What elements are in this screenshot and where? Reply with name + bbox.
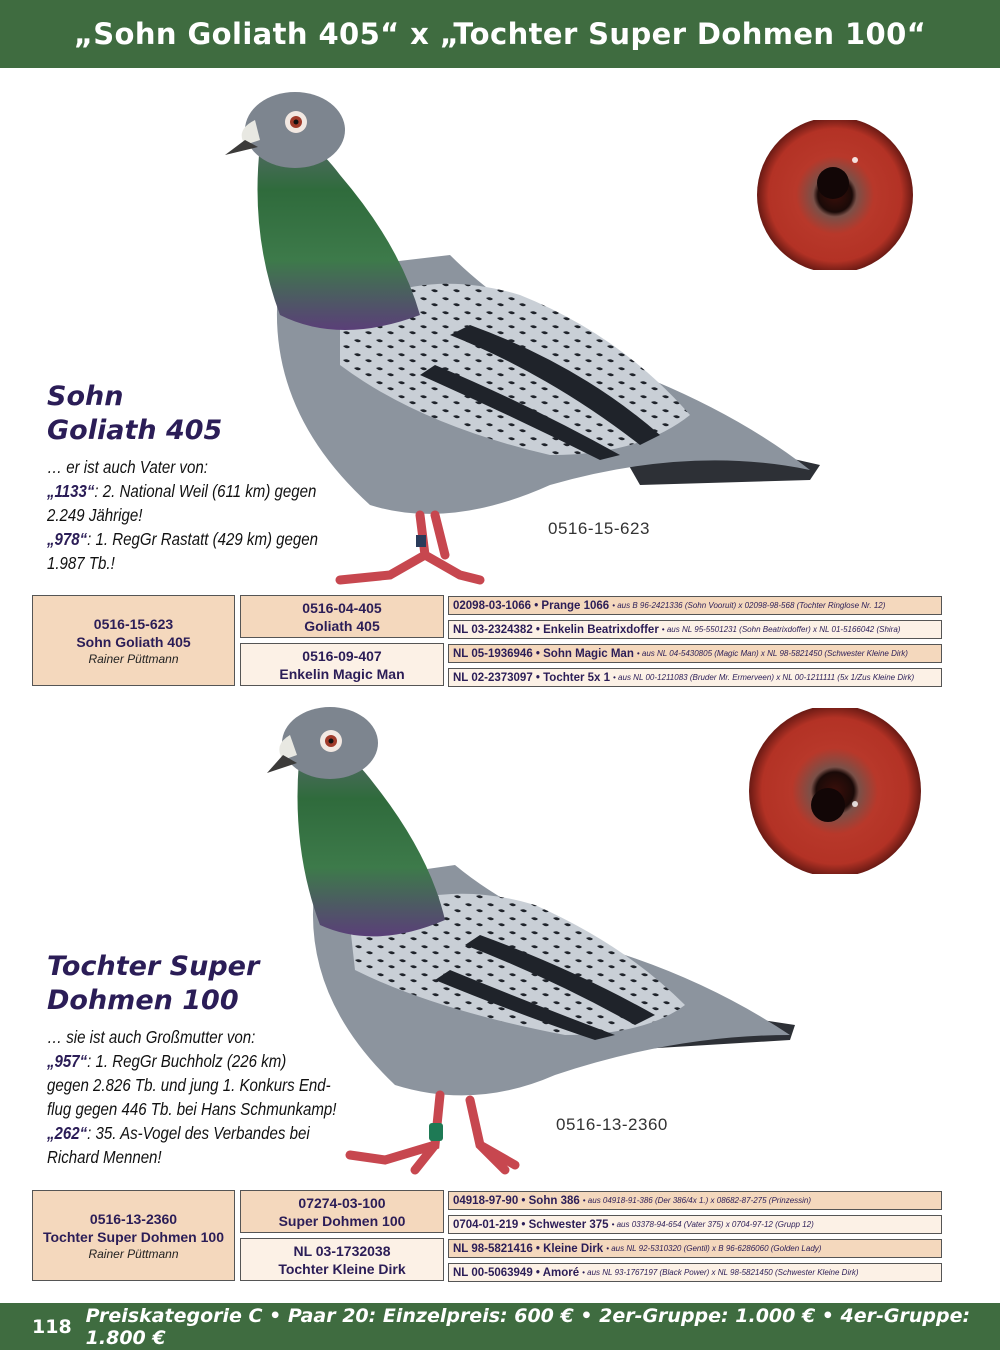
- pigeon2-pedigree-mother: [240, 1238, 444, 1281]
- pigeon2-grandparent-3: NL 98-5821416 • Kleine Dirk • aus NL 92-5310320 (Gentil) x B 96-6286060 (Golden Lady): [448, 1239, 942, 1258]
- pigeon2-grandparent-2: 0704-01-219 • Schwester 375 • aus 03378-94-654 (Vater 375) x 0704-97-12 (Grupp 12): [448, 1215, 942, 1234]
- pedigree-ring: 0516-04-405: [302, 599, 382, 616]
- pigeon1-desc-line: 2.249 Jährige!: [47, 505, 143, 525]
- pigeon1-pedigree-father: [240, 595, 444, 638]
- pigeon1-grandparent-1: 02098-03-1066 • Prange 1066 • aus B 96-2421336 (Sohn Vooruit) x 02098-98-568 (Tochter Ringlose Nr. 12): [448, 596, 942, 615]
- pigeon2-grandparent-4: NL 00-5063949 • Amoré • aus NL 93-1767197 (Black Power) x NL 98-5821450 (Schwester Kleine Dirk): [448, 1263, 942, 1282]
- pigeon1-ring-label: 0516-15-623: [548, 519, 650, 538]
- pigeon2-description: [47, 1025, 336, 1169]
- pedigree-name: Goliath 405: [304, 617, 380, 634]
- pigeon1-name-line2: Goliath 405: [47, 415, 223, 446]
- pedigree-name: Super Dohmen 100: [278, 1212, 406, 1229]
- pedigree-name: Tochter Super Dohmen 100: [42, 1228, 224, 1245]
- price-info: Preiskategorie C • Paar 20: Einzelpreis: 600 € • 2er-Gruppe: 1.000 € • 4er-Gruppe: 1.800 €: [85, 1304, 971, 1349]
- pigeon1-desc-line: „978“: 1. RegGr Rastatt (429 km) gegen: [47, 529, 319, 549]
- eye-photo-tochter-super-dohmen: [745, 708, 925, 874]
- pigeon2-ring-label: 0516-13-2360: [556, 1115, 668, 1134]
- pedigree-breeder: Rainer Püttmann: [88, 651, 179, 666]
- pigeon1-desc-line: 1.987 Tb.!: [47, 553, 115, 573]
- pigeon2-name-line2: Dohmen 100: [47, 985, 239, 1016]
- pigeon1-desc-line: … er ist auch Vater von:: [47, 457, 208, 477]
- pedigree-name: Enkelin Magic Man: [279, 665, 405, 682]
- pigeon1-grandparent-2: NL 03-2324382 • Enkelin Beatrixdoffer • aus NL 95-5501231 (Sohn Beatrixdoffer) x NL 01-5166042 (Shira): [448, 620, 942, 639]
- pigeon2-desc-line: flug gegen 446 Tb. bei Hans Schmunkamp!: [47, 1099, 337, 1119]
- pigeon2-name-line1: Tochter Super: [47, 951, 260, 982]
- eye-photo-sohn-goliath: [745, 120, 925, 270]
- pigeon2-desc-line: „957“: 1. RegGr Buchholz (226 km): [47, 1051, 287, 1071]
- pigeon1-pedigree-self: [32, 595, 235, 686]
- pedigree-ring: 0516-13-2360: [89, 1210, 178, 1227]
- pigeon1-grandparent-4: NL 02-2373097 • Tochter 5x 1 • aus NL 00-1211083 (Bruder Mr. Ermerveen) x NL 00-1211111 (5x 1/Zus Kleine Dirk): [448, 668, 942, 687]
- pigeon2-pedigree-father: [240, 1190, 444, 1233]
- pigeon2-name: [47, 950, 259, 1018]
- pigeon2-grandparent-1: 04918-97-90 • Sohn 386 • aus 04918-91-386 (Der 386/4x 1.) x 08682-87-275 (Prinzessin): [448, 1191, 942, 1210]
- pigeon2-desc-line: … sie ist auch Großmutter von:: [47, 1027, 256, 1047]
- pigeon2-desc-line: Richard Mennen!: [47, 1147, 162, 1167]
- pigeon-photo-tochter-super-dohmen: [265, 705, 805, 1185]
- pigeon1-desc-line: „1133“: 2. National Weil (611 km) gegen: [47, 481, 317, 501]
- page-title: „Sohn Goliath 405“ x „Tochter Super Dohmen 100“: [73, 17, 927, 51]
- pigeon1-grandparent-3: NL 05-1936946 • Sohn Magic Man • aus NL 04-5430805 (Magic Man) x NL 98-5821450 (Schwester Kleine Dirk): [448, 644, 942, 663]
- pigeon1-pedigree-mother: [240, 643, 444, 686]
- pedigree-ring: NL 03-1732038: [293, 1242, 391, 1259]
- pedigree-name: Tochter Kleine Dirk: [278, 1260, 406, 1277]
- pigeon2-desc-line: gegen 2.826 Tb. und jung 1. Konkurs End-: [47, 1075, 331, 1095]
- pigeon1-description: [47, 455, 318, 575]
- pigeon1-name: [47, 380, 222, 448]
- pigeon2-pedigree-self: [32, 1190, 235, 1281]
- pigeon1-name-line1: Sohn: [47, 381, 124, 412]
- pedigree-ring: 07274-03-100: [298, 1194, 386, 1211]
- footer-banner: [0, 1303, 1000, 1350]
- pedigree-breeder: Rainer Püttmann: [88, 1246, 179, 1261]
- header-banner: [0, 0, 1000, 68]
- pigeon2-desc-line: „262“: 35. As-Vogel des Verbandes bei: [47, 1123, 310, 1143]
- pedigree-ring: 0516-15-623: [93, 615, 174, 632]
- page-number: 118: [32, 1315, 72, 1338]
- pedigree-ring: 0516-09-407: [302, 647, 382, 664]
- pedigree-name: Sohn Goliath 405: [76, 633, 191, 650]
